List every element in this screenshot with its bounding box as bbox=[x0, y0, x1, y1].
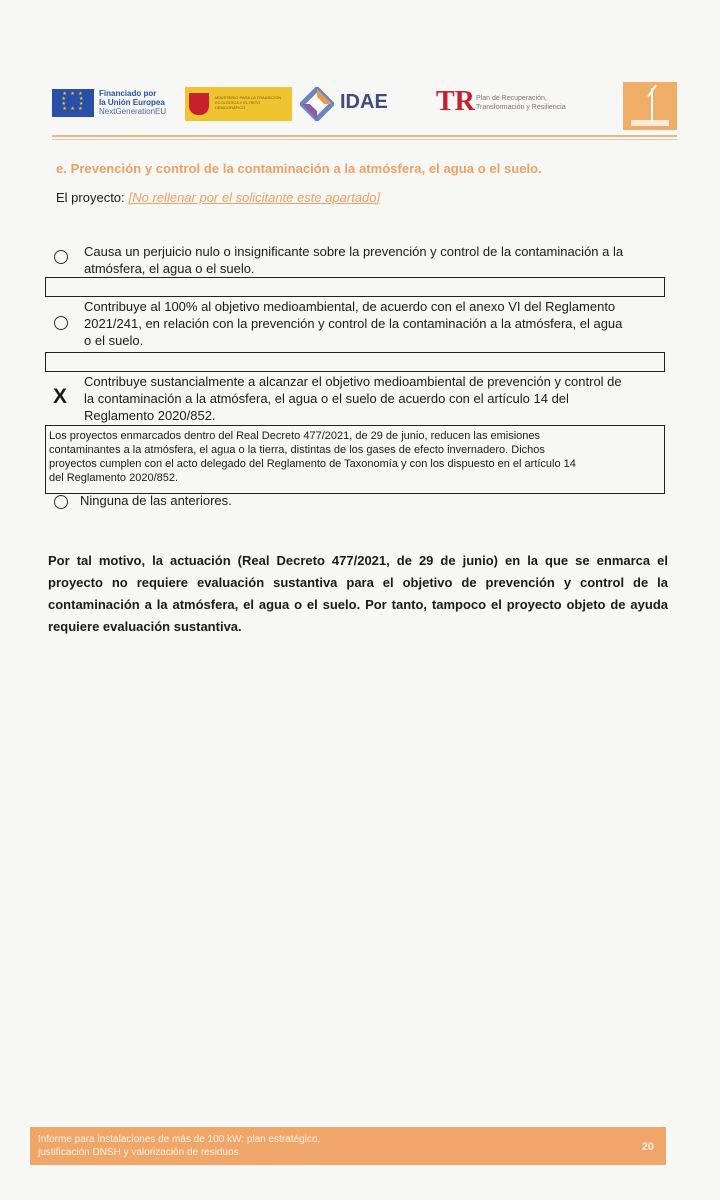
ministry-text: MINISTERIO PARA LA TRANSICIÓN ECOLÓGICA Y EL RETO DEMOGRÁFICO bbox=[215, 95, 282, 110]
header-logos bbox=[52, 82, 677, 132]
page-number: 20 bbox=[641, 1141, 654, 1153]
footer-line2: justificación DNSH y valorización de residuos bbox=[38, 1147, 239, 1158]
eu-flag-icon: ★ ★ ★ ★ ★ ★ ★ ★ ★ ★ bbox=[52, 89, 94, 117]
tr-mark: TR bbox=[436, 86, 475, 117]
coat-of-arms-icon bbox=[189, 93, 209, 115]
option3-line3: Reglamento 2020/852. bbox=[84, 408, 216, 423]
justification-line2: contaminantes a la atmósfera, el agua o la tierra, distintas de los gases de efecto invernadero. Dichos bbox=[49, 444, 545, 456]
header-divider bbox=[52, 135, 677, 137]
option3-text bbox=[84, 373, 622, 424]
option1-line2: atmósfera, el agua o el suelo. bbox=[84, 261, 255, 276]
conclusion-paragraph: Por tal motivo, la actuación (Real Decreto 477/2021, de 29 de junio) en la que se enmarca el proyecto no requiere evaluación sustantiva para el objetivo de prevención y control de la contaminación a la atmósfera, el agua o el suelo. Por tanto, tampoco el proyecto objeto de ayuda requiere evaluación sustantiva. bbox=[48, 553, 668, 634]
option3-line2: la contaminación a la atmósfera, el agua o el suelo de acuerdo con el artículo 14 del bbox=[84, 391, 569, 406]
justification-line3: proyectos cumplen con el acto delegado del Reglamento de Taxonomía y con los dispuesto en el artículo 14 bbox=[49, 458, 576, 470]
ministry-logo bbox=[185, 87, 292, 121]
option3-justification-text bbox=[49, 429, 659, 485]
option2-line2: 2021/241, en relación con la prevención y control de la contaminación a la atmósfera, el agua bbox=[84, 316, 623, 331]
option3-line1: Contribuye sustancialmente a alcanzar el objetivo medioambiental de prevención y control de bbox=[84, 374, 622, 389]
option1-line1: Causa un perjuicio nulo o insignificante sobre la prevención y control de la contaminación a la bbox=[84, 244, 624, 259]
project-placeholder: [No rellenar por el solicitante este apartado] bbox=[128, 190, 381, 205]
option2-line3: o el suelo. bbox=[84, 333, 144, 348]
option2-justification-box[interactable] bbox=[45, 352, 665, 372]
project-line bbox=[56, 190, 380, 205]
option2-line1: Contribuye al 100% al objetivo medioambiental, de acuerdo con el anexo VI del Reglamento bbox=[84, 299, 616, 314]
eu-line3: NextGenerationEU bbox=[99, 107, 167, 116]
footer-line1: Informe para instalaciones de más de 100 kW: plan estratégico, bbox=[38, 1134, 321, 1145]
option4-radio[interactable] bbox=[54, 495, 68, 509]
wind-turbine-logo-icon bbox=[623, 82, 677, 130]
option4-text bbox=[80, 492, 232, 509]
eu-line2: la Unión Europea bbox=[99, 98, 165, 107]
justification-line1: Los proyectos enmarcados dentro del Real Decreto 477/2021, de 29 de junio, reducen las emisiones bbox=[49, 430, 541, 442]
tr-line1: Plan de Recuperación, bbox=[476, 95, 547, 102]
option2-text bbox=[84, 298, 622, 349]
option2-radio[interactable] bbox=[54, 316, 68, 330]
section-heading: e. Prevención y control de la contaminación a la atmósfera, el agua o el suelo. bbox=[56, 161, 542, 176]
recovery-plan-logo bbox=[436, 86, 596, 124]
tr-line2: Transformación y Resiliencia bbox=[476, 104, 566, 111]
option1-radio[interactable] bbox=[54, 250, 68, 264]
footer-band bbox=[30, 1127, 666, 1165]
option1-text bbox=[84, 243, 623, 277]
option3-x-mark[interactable]: X bbox=[53, 385, 68, 408]
idae-mark-icon bbox=[300, 87, 334, 121]
eu-line1: Financiado por bbox=[99, 89, 157, 98]
justification-line4: del Reglamento 2020/852. bbox=[49, 472, 179, 484]
header-divider-thin bbox=[52, 139, 677, 140]
idae-text: IDAE bbox=[340, 91, 388, 113]
eu-logo bbox=[52, 89, 172, 119]
option1-justification-box[interactable] bbox=[45, 277, 665, 297]
option4-line1: Ninguna de las anteriores. bbox=[80, 493, 232, 508]
idae-logo bbox=[300, 85, 400, 123]
project-label: El proyecto: bbox=[56, 190, 125, 205]
